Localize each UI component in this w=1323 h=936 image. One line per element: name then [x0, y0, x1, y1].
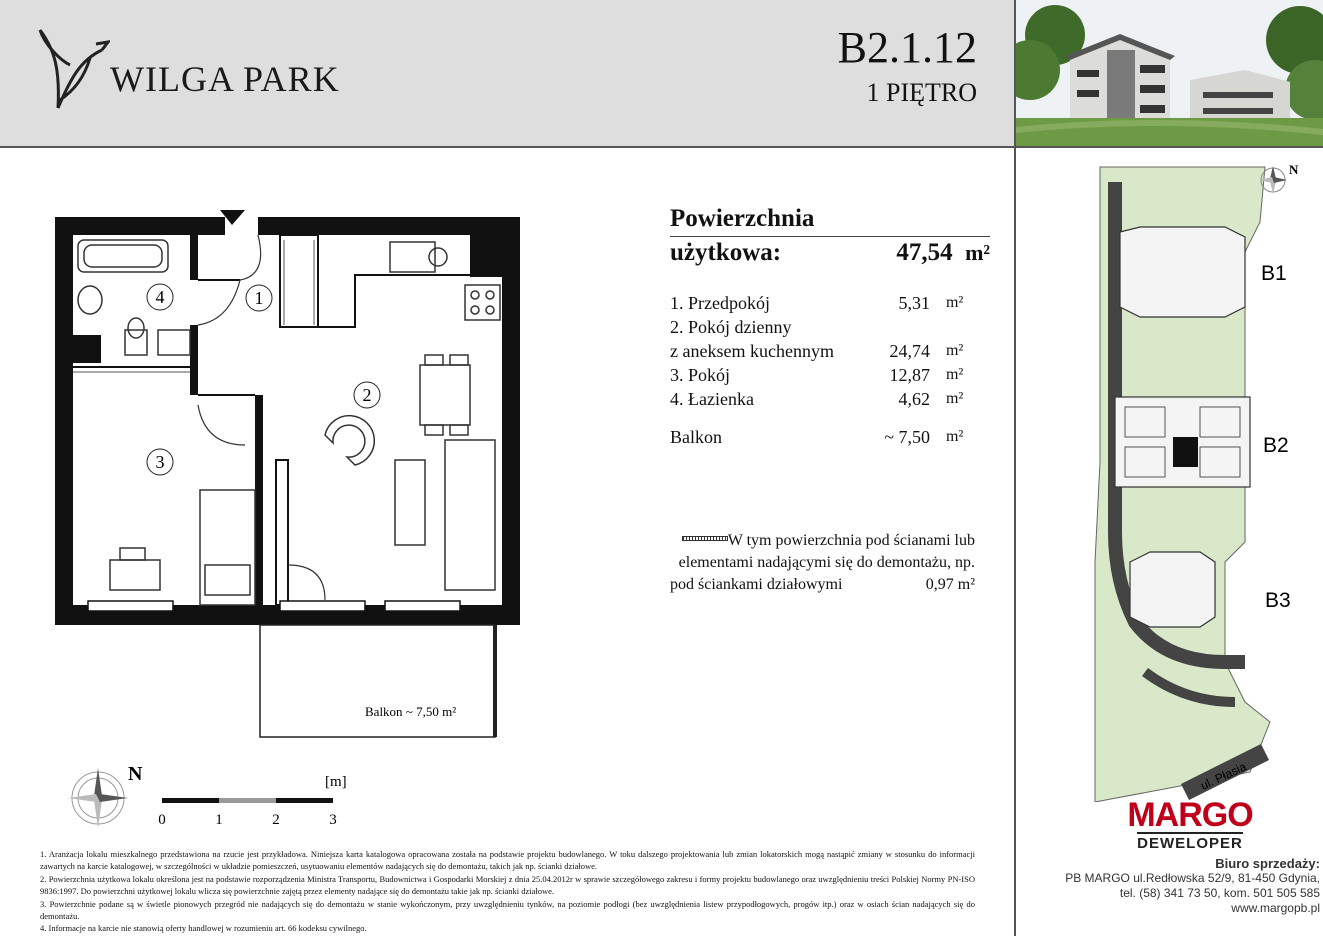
compass-rose-icon — [58, 758, 158, 838]
building-label-b1: B1 — [1261, 262, 1287, 285]
scale-bar — [150, 772, 360, 832]
area-title-2: użytkowa: — [670, 239, 782, 266]
sales-label: Biuro sprzedaży: — [1215, 856, 1320, 871]
room-label-1: 1 — [254, 288, 264, 308]
building-label-b3: B3 — [1265, 589, 1291, 612]
site-compass-north: N — [1289, 162, 1299, 177]
sales-address: PB MARGO ul.Redłowska 52/9, 81-450 Gdynia, — [1065, 871, 1320, 885]
site-plan — [1085, 162, 1320, 802]
scale-tick-1: 1 — [215, 812, 223, 828]
area-total: 47,54 m² — [896, 239, 990, 266]
room-label-4: 4 — [155, 287, 165, 307]
room-list — [670, 291, 990, 449]
wall-hatch-swatch — [682, 536, 728, 541]
balcony-label: Balkon ~ 7,50 m² — [365, 704, 457, 719]
room-row: z aneksem kuchennym 24,74 m² — [670, 341, 964, 361]
vertical-divider — [1014, 0, 1016, 936]
area-summary — [670, 205, 990, 449]
room-label-2: 2 — [362, 385, 372, 405]
scale-tick-3: 3 — [329, 812, 337, 828]
site-compass-icon — [1255, 160, 1305, 200]
area-title: Powierzchnia — [670, 205, 815, 232]
room-row: 4. Łazienka 4,62 m² — [670, 389, 964, 409]
sales-phone: tel. (58) 341 73 50, kom. 501 505 585 — [1119, 886, 1320, 900]
bird-logo-icon — [30, 20, 110, 115]
room-row: 3. Pokój 12,87 m² — [670, 365, 964, 385]
area-total-row — [670, 236, 990, 267]
footnote: 4. Informacje na karcie nie stanowią oferty handlowej w rozumieniu art. 66 kodeksu cywilnego. — [40, 923, 367, 934]
building-render-image — [1015, 0, 1323, 148]
scale-tick-2: 2 — [272, 812, 280, 828]
developer-logo — [1125, 798, 1255, 853]
scale-unit: [m] — [325, 774, 347, 790]
floor-label: 1 PIĘTRO — [866, 78, 977, 107]
room-label-3: 3 — [155, 452, 165, 472]
footnotes — [40, 848, 975, 935]
sales-web-link[interactable]: www.margopb.pl — [1231, 901, 1320, 915]
unit-code: B2.1.12 — [837, 23, 977, 72]
compass-north: N — [128, 763, 143, 785]
building-label-b2: B2 — [1263, 434, 1289, 457]
developer-logo-word: MARGO — [1127, 796, 1253, 834]
footnote: 2. Powierzchnia użytkowa lokalu określona jest na podstawie rozporządzenia Ministra Transportu, Budownictwa i Gospodarki Morskiej z dnia 25.04.2012r w sprawie szczegółowego zakresu i formy projektu budowlanego oraz uwzględnieniu treści Polskiej Normy PN-ISO 9836:1997. Do powierzchni użytkowej lokalu wlicza się powierzchnie zajętą przez elementy nadające się do demontażu takie jak np. ścianki działowe. — [40, 873, 975, 897]
footnote: 3. Powierzchnie podane są w świetle pionowych przegród nie nadających się do demontażu w stanie wykończonym, przy uwzględnieniu tynków, na poziomie podłogi (bez uwzględnienia listew przypodłogowych, progów itp.) oraz w osiach ścian nadających się do demontażu. — [40, 898, 975, 922]
floor-plan — [40, 200, 560, 760]
brand-name: WILGA PARK — [110, 59, 340, 99]
room-row: 2. Pokój dzienny — [670, 317, 792, 337]
sales-office-info — [1020, 856, 1320, 916]
balcony-row: Balkon ~ 7,50 m² — [670, 427, 964, 447]
footnote: 1. Aranżacja lokalu mieszkalnego przedstawiona na rzucie jest przykładowa. Niniejsza karta katalogowa opracowana została na podstawie projektu budowlanego. W toku dalszego projektowania lub zmian lokatorskich mogą nastąpić zmiany w stosunku do informacji zawartych na karcie katalogowej, w szczególności w układzie pomieszczeń, usytuowaniu elementów nadających się do demontażu, takich jak np. ścianki działowe. — [40, 849, 975, 872]
street-label: ul. Płasia — [1198, 759, 1249, 793]
header-band — [0, 0, 1015, 148]
developer-logo-sub: DEWELOPER — [1137, 832, 1243, 852]
wall-area-note: W tym powierzchnia pod ścianami lub elementami nadającymi się do demontażu, np. pod ściankami działowymi 0,97 m² — [670, 532, 975, 593]
scale-tick-0: 0 — [158, 812, 166, 828]
room-row: 1. Przedpokój 5,31 m² — [670, 293, 964, 313]
